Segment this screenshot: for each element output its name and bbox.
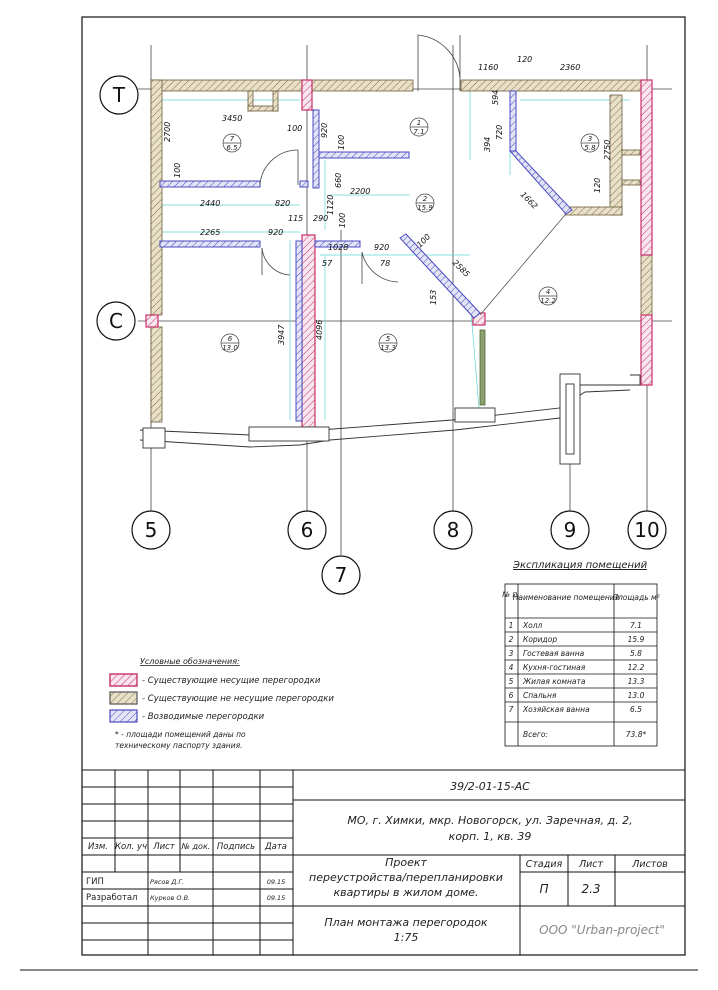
legend-item-nonbearing: - Существующие не несущие перегородки xyxy=(142,694,334,704)
explication-cell: Холл xyxy=(523,621,543,630)
facade xyxy=(140,374,640,464)
explication-cell: 6 xyxy=(508,691,514,700)
explication-cell: 13.3 xyxy=(627,677,645,686)
dim-594: 594 xyxy=(491,89,500,105)
legend-note-2: техническому паспорту здания. xyxy=(115,741,243,750)
tb-company: ООО "Urban-project" xyxy=(539,923,665,937)
explication-cell: Кухня-гостиная xyxy=(523,663,586,672)
room-2-area: 15.9 xyxy=(417,204,433,212)
existing-non-bearing-walls xyxy=(151,80,652,422)
explication-cell: 2 xyxy=(508,635,514,644)
tb-code: 39/2-01-15-АС xyxy=(450,780,530,793)
legend-title: Условные обозначения: xyxy=(140,657,240,666)
dim-2360: 2360 xyxy=(560,63,581,72)
explication-cell: Спальня xyxy=(523,691,557,700)
room-5-num: 5 xyxy=(385,335,391,343)
room-3-num: 3 xyxy=(587,135,593,143)
dim-78: 78 xyxy=(380,259,391,268)
dim-920c: 920 xyxy=(374,243,390,252)
explication-cell: 6.5 xyxy=(630,705,642,714)
tb-stage-header: Стадия xyxy=(525,859,563,870)
dim-290: 290 xyxy=(313,214,329,223)
dim-4096: 4096 xyxy=(315,319,324,340)
explication-cell: 4 xyxy=(508,663,514,672)
axis-label-C: C xyxy=(109,309,123,333)
tb-razrab: Разработал xyxy=(86,893,138,903)
tb-address-2: корп. 1, кв. 39 xyxy=(448,830,532,843)
legend-swatch-new xyxy=(110,710,137,722)
dim-100e: 100 xyxy=(415,232,433,250)
tb-drawing-title: План монтажа перегородок xyxy=(324,916,488,929)
dim-100b: 100 xyxy=(337,134,346,150)
dim-2200: 2200 xyxy=(350,187,371,196)
dim-2265: 2265 xyxy=(200,228,221,237)
dim-820: 820 xyxy=(275,199,291,208)
dim-57: 57 xyxy=(322,259,333,268)
axis-label-8: 8 xyxy=(446,518,460,542)
dim-2700: 2700 xyxy=(163,121,172,142)
explication-title: Экспликация помещений xyxy=(513,560,648,571)
explication-cell: 1 xyxy=(508,621,514,630)
tb-gip: ГИП xyxy=(86,877,104,887)
explication-total-value: 73.8* xyxy=(625,730,647,739)
dim-115: 115 xyxy=(288,214,304,223)
legend-note-1: * - площади помещений даны по xyxy=(115,730,246,739)
room-1-area: 7.1 xyxy=(413,128,425,136)
dim-120a: 120 xyxy=(517,55,533,64)
dim-2440: 2440 xyxy=(200,199,221,208)
tb-col-ndok: № док. xyxy=(181,842,211,851)
tb-col-podp: Подпись xyxy=(216,842,256,852)
room-7-area: 6.5 xyxy=(226,144,238,152)
tb-address-1: МО, г. Химки, мкр. Новогорск, ул. Заречная, д. 2, xyxy=(347,814,633,827)
dim-153: 153 xyxy=(429,289,438,305)
explication-cell: 3 xyxy=(508,649,514,658)
explication-cell: Гостевая ванна xyxy=(523,649,585,658)
room-7-num: 7 xyxy=(229,135,235,143)
tb-drawing-scale: 1:75 xyxy=(393,931,419,944)
tb-razrab-date: 09.15 xyxy=(266,894,286,902)
tb-razrab-name: Курков О.В. xyxy=(150,894,191,902)
tb-project-2: переустройства/перепланировки xyxy=(309,871,503,884)
window-partition xyxy=(480,330,485,405)
dim-3947: 3947 xyxy=(277,324,286,345)
dim-120b: 120 xyxy=(593,177,602,193)
explication-total-label: Всего: xyxy=(523,730,548,739)
axis-label-10: 10 xyxy=(634,518,660,542)
room-6-num: 6 xyxy=(227,335,233,343)
dim-2750: 2750 xyxy=(603,139,612,160)
axis-lines xyxy=(138,45,672,555)
tb-gip-name: Рясов Д.Г. xyxy=(150,878,185,886)
tb-gip-date: 09.15 xyxy=(266,878,286,886)
legend-item-new: - Возводимые перегородки xyxy=(142,712,265,722)
explication-cell: 5.8 xyxy=(630,649,642,658)
dim-660: 660 xyxy=(334,172,343,188)
explication-cell: 12.2 xyxy=(627,663,645,672)
explication-cell: Коридор xyxy=(523,635,558,644)
room-4-area: 12.2 xyxy=(540,297,556,305)
dim-1662: 1662 xyxy=(518,190,540,211)
tb-sheet-value: 2.3 xyxy=(581,882,601,896)
explication-cell: 15.9 xyxy=(627,635,645,644)
room-2-num: 2 xyxy=(422,195,428,203)
dim-920b: 920 xyxy=(268,228,284,237)
dim-100c: 100 xyxy=(173,162,182,178)
explication-cell: Жилая комната xyxy=(523,677,586,686)
dim-100a: 100 xyxy=(287,124,303,133)
explication-header-name: Наименование помещения xyxy=(512,593,620,602)
axis-label-5: 5 xyxy=(144,518,158,542)
new-partitions xyxy=(160,91,572,421)
explication-cell: 13.0 xyxy=(627,691,645,700)
tb-col-kol: Кол. уч xyxy=(114,842,148,852)
tb-project-1: Проект xyxy=(385,856,427,869)
tb-col-izm: Изм. xyxy=(88,842,108,852)
explication-cell: Хозяйская ванна xyxy=(523,705,590,714)
tb-stage-value: П xyxy=(539,882,549,896)
axis-label-7: 7 xyxy=(334,563,348,587)
legend-item-bearing: - Существующие несущие перегородки xyxy=(142,676,321,686)
tb-col-data: Дата xyxy=(264,842,288,852)
room-4-num: 4 xyxy=(545,288,551,296)
tb-project-3: квартиры в жилом доме. xyxy=(333,886,479,899)
dim-3450: 3450 xyxy=(222,114,243,123)
explication-cell: 7.1 xyxy=(630,621,642,630)
tb-list-header: Лист xyxy=(578,859,604,870)
dim-1028: 1028 xyxy=(328,243,349,252)
dim-1160: 1160 xyxy=(478,63,499,72)
legend-swatch-nonbearing xyxy=(110,692,137,704)
dim-1120: 1120 xyxy=(326,194,335,215)
explication-cell: 5 xyxy=(508,677,514,686)
tb-col-list: Лист xyxy=(153,842,175,852)
dim-920a: 920 xyxy=(320,122,329,138)
axis-label-9: 9 xyxy=(563,518,577,542)
dim-394: 394 xyxy=(483,136,492,152)
explication-cell: 7 xyxy=(508,705,514,714)
room-3-area: 5.8 xyxy=(584,144,596,152)
explication-header-area: Площадь м² xyxy=(612,593,660,602)
axis-label-6: 6 xyxy=(300,518,314,542)
explication-header-num: № п. xyxy=(502,590,520,599)
room-5-area: 13.3 xyxy=(380,344,396,352)
axis-label-T: T xyxy=(112,83,126,107)
room-6-area: 13.0 xyxy=(222,344,238,352)
room-1-num: 1 xyxy=(416,119,422,127)
legend-swatch-bearing xyxy=(110,674,137,686)
dim-100d: 100 xyxy=(338,212,347,228)
tb-listov-header: Листов xyxy=(632,859,668,870)
dim-720: 720 xyxy=(495,124,504,140)
dim-2585: 2585 xyxy=(450,258,472,279)
